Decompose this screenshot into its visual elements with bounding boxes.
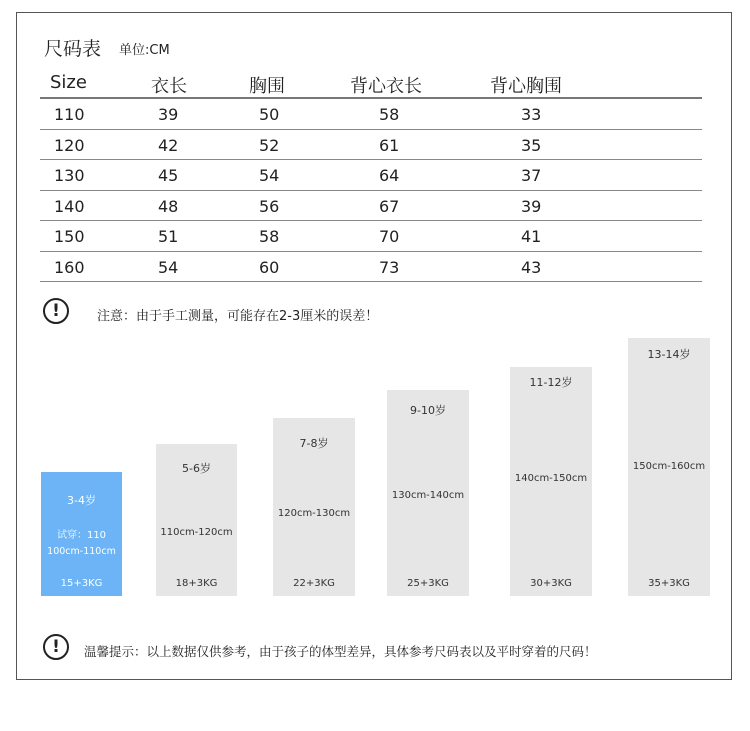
cell-vest-length: 67 — [379, 196, 400, 216]
header-size: Size — [50, 72, 87, 93]
table-row — [40, 221, 702, 252]
size-box-height: 120cm-130cm — [277, 508, 351, 519]
cell-chest: 60 — [259, 257, 280, 277]
size-box-height: 140cm-150cm — [514, 473, 588, 484]
cell-length: 48 — [158, 196, 179, 216]
cell-chest: 58 — [259, 227, 280, 246]
size-box-height: 100cm-110cm — [47, 546, 116, 557]
size-box-height: 150cm-160cm — [632, 461, 706, 472]
size-box-trial: 试穿：110 — [56, 530, 107, 541]
cell-size: 160 — [54, 257, 85, 277]
cell-size: 130 — [54, 166, 85, 185]
size-box-7-8 — [273, 418, 355, 596]
size-box-height: 110cm-120cm — [160, 527, 233, 538]
size-box-age: 11-12岁 — [529, 376, 573, 389]
size-box-9-10 — [387, 390, 469, 596]
table-row — [40, 99, 702, 130]
cell-chest: 52 — [259, 135, 280, 155]
warning-icon: ! — [43, 298, 69, 324]
unit-label: 单位:CM — [119, 43, 170, 58]
cell-vest-chest: 43 — [521, 257, 542, 277]
size-box-weight: 22+3KG — [293, 578, 335, 589]
cell-vest-chest: 35 — [521, 135, 542, 155]
cell-chest: 50 — [259, 105, 280, 124]
size-box-height: 130cm-140cm — [391, 490, 465, 501]
size-box-3-4 — [41, 472, 122, 596]
cell-chest: 54 — [259, 166, 280, 185]
cell-length: 51 — [158, 227, 179, 246]
size-box-weight: 18+3KG — [175, 578, 218, 589]
table-row — [40, 252, 702, 283]
header-chest: 胸围 — [249, 76, 285, 97]
size-box-weight: 25+3KG — [407, 578, 449, 589]
cell-length: 45 — [158, 166, 179, 185]
size-table — [40, 68, 702, 282]
cell-size: 150 — [54, 227, 85, 246]
warm-tip: 温馨提示：以上数据仅供参考，由于孩子的体型差异，具体参考尺码表以及平时穿着的尺码！ — [84, 644, 597, 659]
cell-vest-chest: 37 — [521, 166, 542, 185]
size-box-weight: 30+3KG — [530, 578, 572, 589]
size-box-weight: 15+3KG — [60, 578, 103, 589]
cell-length: 42 — [158, 135, 179, 155]
cell-size: 120 — [54, 135, 85, 155]
cell-vest-length: 70 — [379, 227, 400, 246]
cell-chest: 56 — [259, 196, 280, 216]
measurement-notice: 注意：由于手工测量，可能存在2-3厘米的误差！ — [97, 309, 379, 324]
header-vest-chest: 背心胸围 — [490, 76, 562, 97]
size-box-13-14 — [628, 338, 710, 596]
size-box-age: 9-10岁 — [410, 404, 446, 417]
header-vest-length: 背心衣长 — [350, 76, 422, 97]
size-box-age: 5-6岁 — [182, 462, 211, 475]
size-box-age: 3-4岁 — [67, 494, 96, 507]
size-box-age: 7-8岁 — [299, 437, 329, 450]
cell-length: 54 — [158, 257, 179, 277]
header-length: 衣长 — [151, 76, 187, 97]
cell-vest-length: 61 — [379, 135, 400, 155]
size-box-weight: 35+3KG — [648, 578, 690, 589]
cell-size: 140 — [54, 196, 85, 216]
table-row — [40, 160, 702, 191]
cell-size: 110 — [54, 105, 85, 124]
table-header — [40, 68, 702, 99]
table-row — [40, 130, 702, 161]
size-box-5-6 — [156, 444, 237, 596]
cell-vest-length: 73 — [379, 257, 400, 277]
chart-title: 尺码表 — [44, 38, 102, 60]
size-box-age: 13-14岁 — [647, 348, 691, 361]
cell-vest-chest: 33 — [521, 105, 542, 124]
cell-vest-length: 64 — [379, 166, 400, 185]
table-row — [40, 191, 702, 222]
cell-vest-chest: 41 — [521, 227, 542, 246]
size-box-11-12 — [510, 367, 592, 596]
cell-vest-chest: 39 — [521, 196, 542, 216]
cell-length: 39 — [158, 105, 179, 124]
info-icon: ! — [43, 634, 69, 660]
cell-vest-length: 58 — [379, 105, 400, 124]
